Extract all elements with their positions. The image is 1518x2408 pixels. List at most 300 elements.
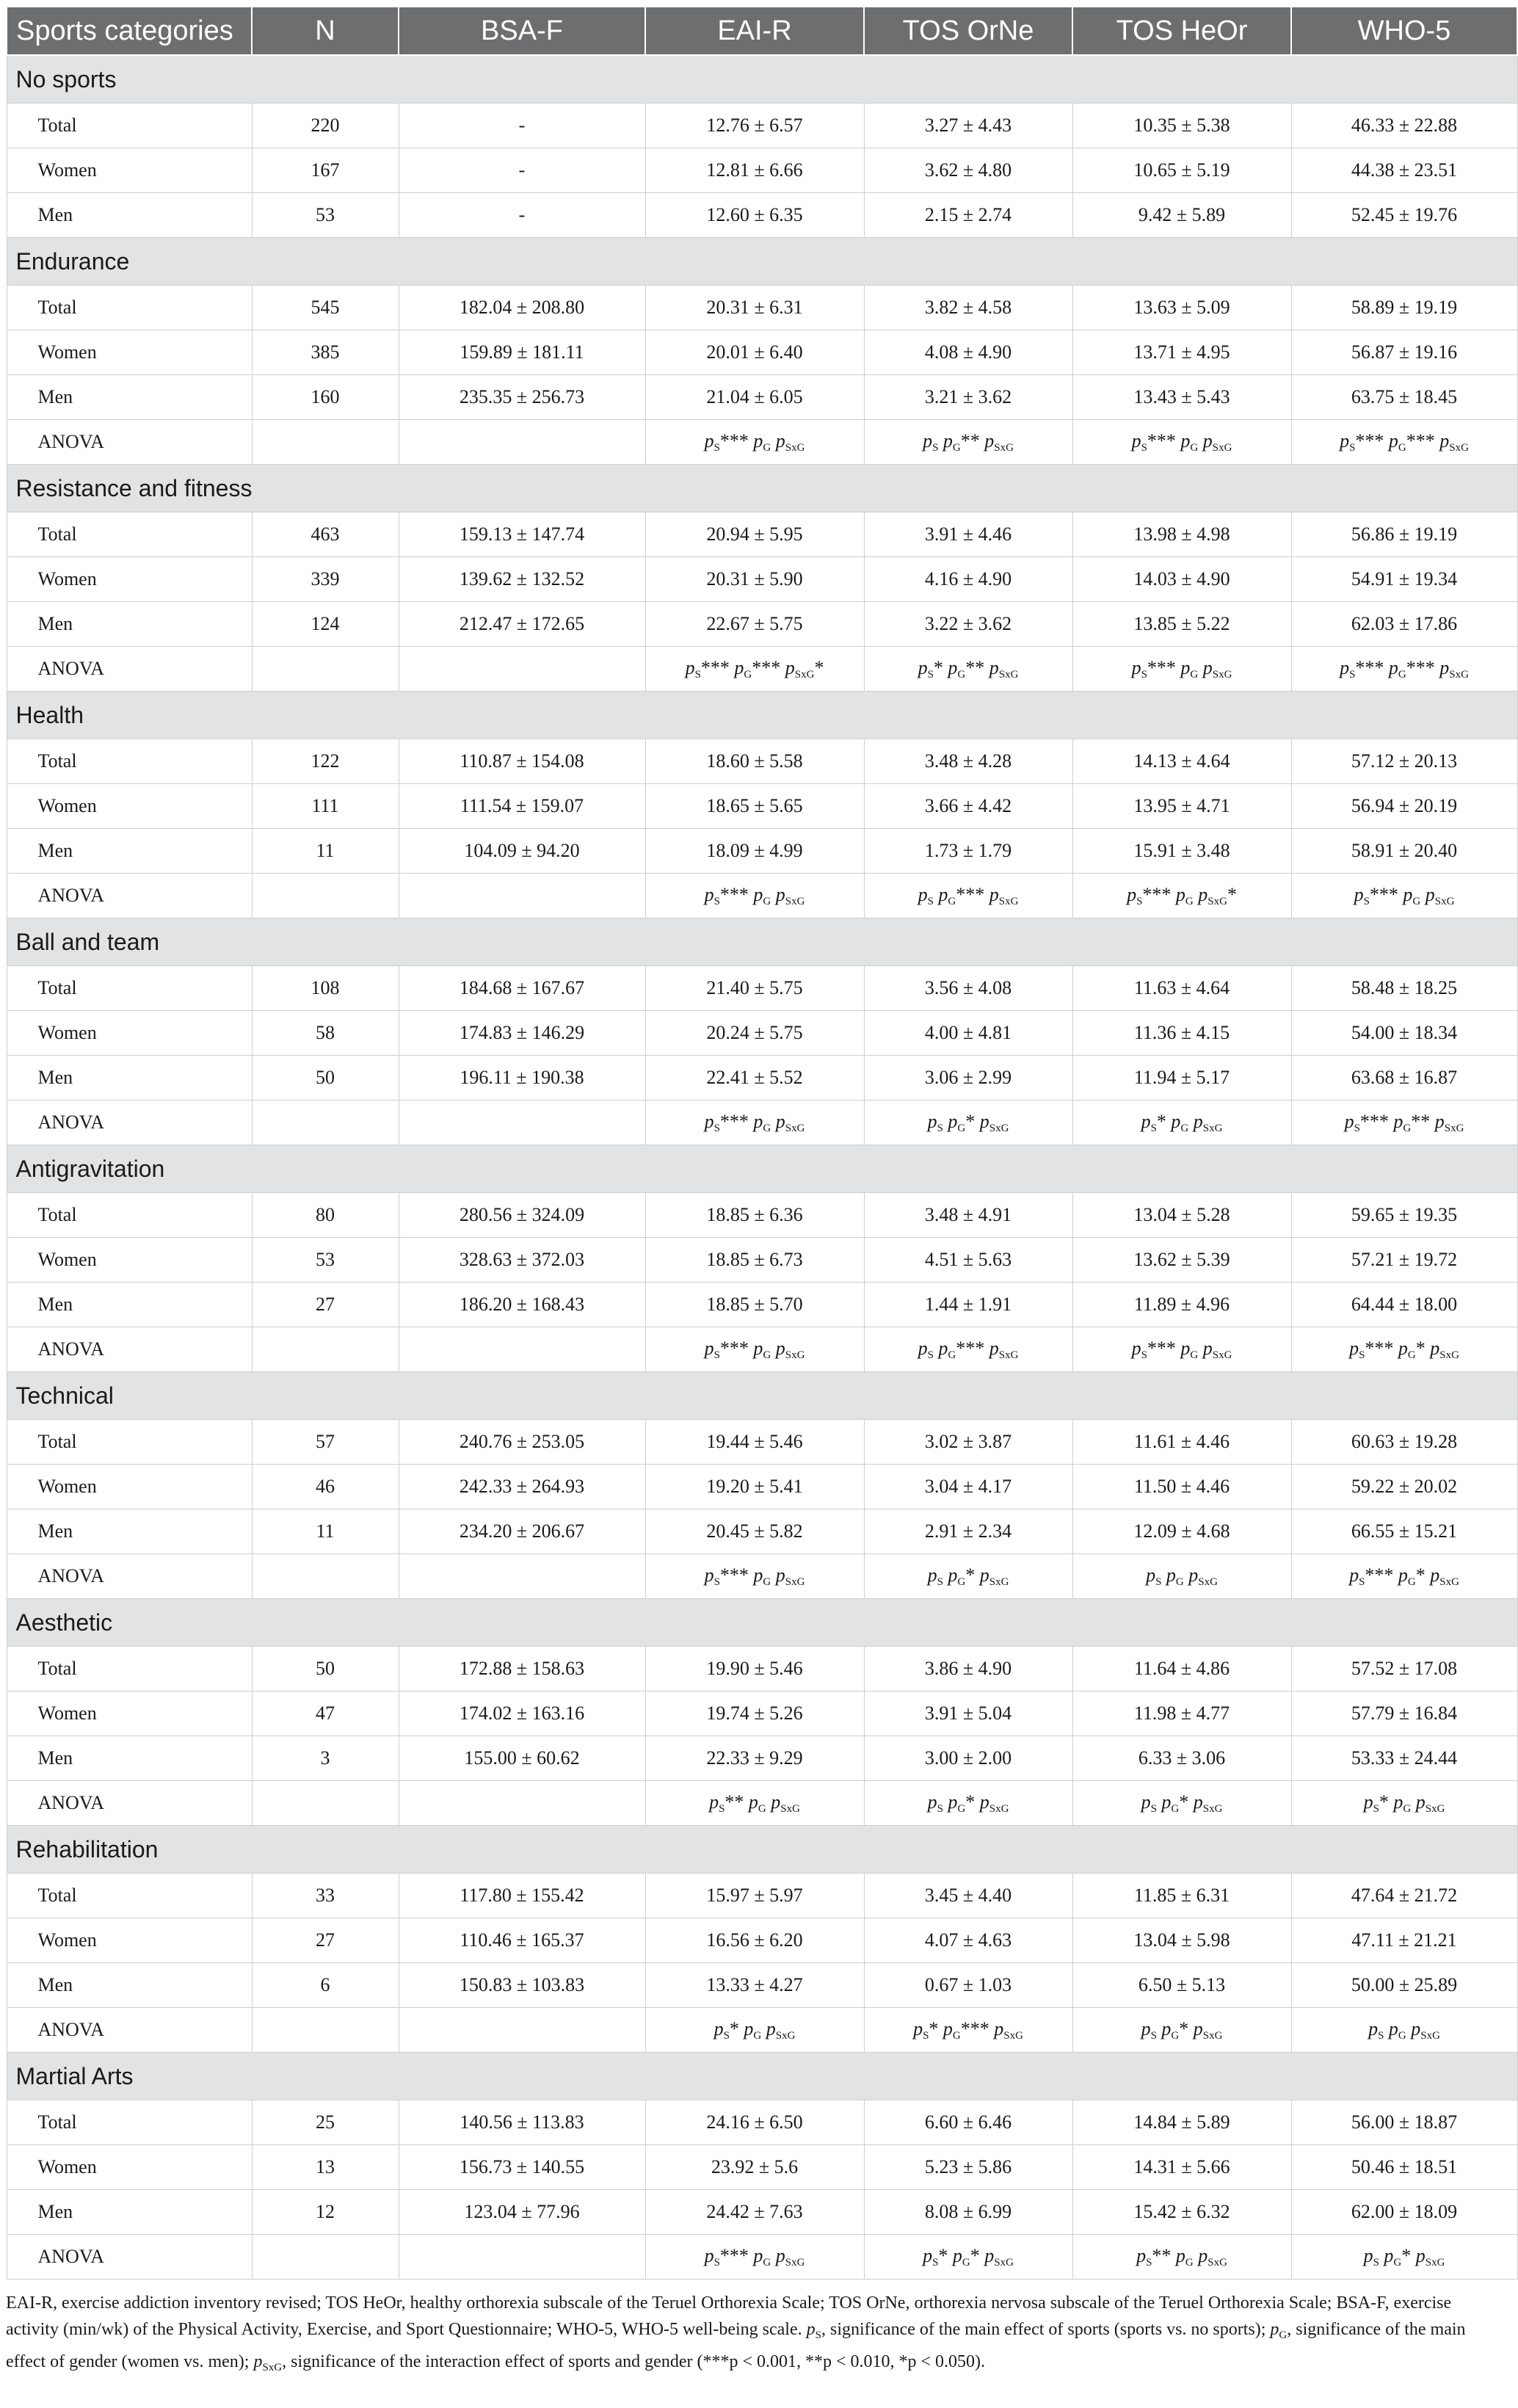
cell-tos-heor: 13.95 ± 4.71 — [1072, 784, 1291, 829]
anova-cell-tos-heor — [1072, 874, 1291, 918]
cell-bsa-f: 172.88 ± 158.63 — [399, 1647, 645, 1691]
footnote-pg-symbol: $p_G$ — [1270, 2320, 1288, 2341]
anova-row — [7, 1327, 1517, 1372]
row-label: Women — [7, 1691, 252, 1736]
cell-bsa-f: 110.87 ± 154.08 — [399, 739, 645, 784]
cell-tos-heor: 15.42 ± 6.32 — [1072, 2190, 1291, 2235]
row-label: Women — [7, 1918, 252, 1963]
table-row — [7, 2190, 1517, 2235]
anova-cell-who-5 — [1291, 874, 1517, 918]
cell-bsa-f: 196.11 ± 190.38 — [399, 1056, 645, 1100]
cell-n: 80 — [252, 1193, 399, 1238]
category-label: Health — [7, 692, 1517, 739]
significance-stars: * — [1415, 1564, 1426, 1586]
cell-eai-r: 13.33 ± 4.27 — [645, 1963, 864, 2008]
significance-stars: ** — [1152, 2244, 1172, 2266]
significance-stars: * — [933, 656, 943, 678]
table-row — [7, 1918, 1517, 1963]
p-value-sxg: $p_{SxG}$ — [1411, 2017, 1440, 2042]
table-row — [7, 375, 1517, 420]
p-value-s: $p_S$ — [927, 1791, 943, 1815]
cell-n — [252, 420, 399, 465]
cell-bsa-f — [399, 874, 645, 918]
row-label: Men — [7, 1963, 252, 2008]
cell-tos-orne: 3.04 ± 4.17 — [864, 1465, 1072, 1509]
table-row — [7, 286, 1517, 330]
row-label: Total — [7, 966, 252, 1011]
cell-eai-r: 20.01 ± 6.40 — [645, 330, 864, 375]
cell-tos-orne: 2.91 ± 2.34 — [864, 1509, 1072, 1554]
anova-cell-tos-heor — [1072, 1100, 1291, 1145]
significance-stars: * — [1156, 1110, 1166, 1132]
significance-stars: *** — [1147, 656, 1176, 678]
p-value-s: $p_S$ — [918, 656, 934, 681]
category-label: Martial Arts — [7, 2053, 1517, 2100]
cell-bsa-f: 328.63 ± 372.03 — [399, 1238, 645, 1283]
cell-who-5: 52.45 ± 19.76 — [1291, 193, 1517, 238]
cell-n: 167 — [252, 148, 399, 193]
anova-cell-tos-heor — [1072, 2235, 1291, 2280]
cell-tos-heor: 13.98 ± 4.98 — [1072, 512, 1291, 557]
cell-eai-r: 18.60 ± 5.58 — [645, 739, 864, 784]
p-value-s: $p_S$ — [704, 429, 720, 454]
significance-stars: *** — [1142, 883, 1172, 905]
category-row — [7, 238, 1517, 286]
cell-tos-orne: 3.22 ± 3.62 — [864, 602, 1072, 647]
significance-stars: * — [938, 2244, 948, 2266]
header-row — [7, 7, 1517, 55]
cell-tos-orne: 3.91 ± 4.46 — [864, 512, 1072, 557]
cell-n: 6 — [252, 1963, 399, 2008]
p-value-sxg: $p_{SxG}$ — [775, 1337, 805, 1361]
anova-cell-tos-heor — [1072, 1781, 1291, 1826]
col-header-tos-heor: TOS HeOr — [1072, 7, 1291, 55]
table-footnote: EAI-R, exercise addiction inventory revised; TOS HeOr, healthy orthorexia subscale of the Teruel Orthorexia Scale; TOS OrNe, orthorexia nervosa subscale of the Teruel Orthorexia Scale; BSA-F, exercise activity (min/wk) of the Physical Activity, Exercise, and Sport Questionnaire; WHO-5, WHO-5 well-being scale. $p_S$, significance of the main effect of sports (sports vs. no sports); $p_G$, significance of the main effect of gender (women vs. men); $p_{SxG}$, significance of the interaction effect of sports and gender (***p < 0.001, **p < 0.010, *p < 0.050). — [6, 2293, 1466, 2373]
table-row — [7, 1283, 1517, 1327]
row-label: Men — [7, 193, 252, 238]
table-row — [7, 1011, 1517, 1056]
row-label: Women — [7, 330, 252, 375]
cell-tos-orne: 1.44 ± 1.91 — [864, 1283, 1072, 1327]
cell-tos-heor: 13.04 ± 5.28 — [1072, 1193, 1291, 1238]
p-value-s: $p_S$ — [1141, 1110, 1157, 1134]
p-value-g: $p_G$ — [753, 1110, 771, 1134]
cell-who-5: 44.38 ± 23.51 — [1291, 148, 1517, 193]
cell-tos-heor: 13.62 ± 5.39 — [1072, 1238, 1291, 1283]
p-value-g: $p_G$ — [1388, 656, 1406, 681]
table-row — [7, 1647, 1517, 1691]
cell-tos-orne: 3.27 ± 4.43 — [864, 104, 1072, 148]
cell-tos-orne: 6.60 ± 6.46 — [864, 2100, 1072, 2145]
category-label: Ball and team — [7, 918, 1517, 966]
significance-stars: * — [814, 656, 824, 678]
category-label: Technical — [7, 1372, 1517, 1420]
p-value-sxg: $p_{SxG}$ — [979, 1110, 1009, 1134]
row-label: Total — [7, 286, 252, 330]
p-value-g: $p_G$ — [734, 656, 752, 681]
p-value-sxg: $p_{SxG}$ — [984, 2244, 1014, 2269]
p-value-s: $p_S$ — [704, 1564, 720, 1588]
cell-tos-heor: 13.63 ± 5.09 — [1072, 286, 1291, 330]
table-row — [7, 1691, 1517, 1736]
col-header-tos-orne: TOS OrNe — [864, 7, 1072, 55]
cell-tos-heor: 9.42 ± 5.89 — [1072, 193, 1291, 238]
p-value-g: $p_G$ — [753, 1564, 771, 1588]
significance-stars: ** — [960, 429, 980, 452]
significance-stars: * — [1415, 1337, 1426, 1359]
p-value-sxg: $p_{SxG}$ — [1193, 2017, 1223, 2042]
anova-cell-tos-orne — [864, 420, 1072, 465]
table-row — [7, 2100, 1517, 2145]
p-value-s: $p_S$ — [1340, 656, 1356, 681]
cell-tos-orne: 1.73 ± 1.79 — [864, 829, 1072, 874]
cell-bsa-f: 150.83 ± 103.83 — [399, 1963, 645, 2008]
table-body — [7, 55, 1517, 2280]
cell-bsa-f: 235.35 ± 256.73 — [399, 375, 645, 420]
cell-eai-r: 18.85 ± 5.70 — [645, 1283, 864, 1327]
significance-stars: * — [729, 2017, 739, 2039]
p-value-g: $p_G$ — [1180, 429, 1199, 454]
cell-who-5: 56.87 ± 19.16 — [1291, 330, 1517, 375]
cell-bsa-f: 111.54 ± 159.07 — [399, 784, 645, 829]
significance-stars: *** — [752, 656, 781, 678]
cell-tos-heor: 11.89 ± 4.96 — [1072, 1283, 1291, 1327]
cell-who-5: 58.89 ± 19.19 — [1291, 286, 1517, 330]
cell-bsa-f: 159.89 ± 181.11 — [399, 330, 645, 375]
cell-n: 339 — [252, 557, 399, 602]
cell-tos-heor: 13.85 ± 5.22 — [1072, 602, 1291, 647]
p-value-s: $p_S$ — [1131, 1337, 1147, 1361]
cell-eai-r: 20.31 ± 5.90 — [645, 557, 864, 602]
p-value-g: $p_G$ — [1393, 1791, 1412, 1815]
p-value-g: $p_G$ — [1166, 1564, 1184, 1588]
cell-n: 58 — [252, 1011, 399, 1056]
cell-eai-r: 20.45 ± 5.82 — [645, 1509, 864, 1554]
cell-n: 3 — [252, 1736, 399, 1781]
p-value-sxg: $p_{SxG}$ — [1434, 1110, 1464, 1134]
cell-eai-r: 21.04 ± 6.05 — [645, 375, 864, 420]
cell-eai-r: 20.94 ± 5.95 — [645, 512, 864, 557]
cell-bsa-f: 240.76 ± 253.05 — [399, 1420, 645, 1465]
row-label: ANOVA — [7, 420, 252, 465]
p-value-sxg: $p_{SxG}$ — [771, 1791, 800, 1815]
results-table — [6, 6, 1518, 2280]
footnote-abbreviations: EAI-R, exercise addiction inventory revised; TOS HeOr, healthy orthorexia subscale of the Teruel Orthorexia Scale; TOS OrNe, orthorexia nervosa subscale of the Teruel Orthorexia Scale; BSA-F, exercise activity (min/wk) of the Physical Activity, Exercise, and Sport Questionnaire; WHO-5, WHO-5 well-being scale. — [6, 2293, 1452, 2339]
cell-eai-r: 18.65 ± 5.65 — [645, 784, 864, 829]
significance-stars: *** — [1355, 429, 1384, 452]
p-value-s: $p_S$ — [1141, 1791, 1157, 1815]
anova-cell-eai-r — [645, 420, 864, 465]
footnote-pg-text: significance of the main effect of gender (women vs. men); — [6, 2320, 1466, 2371]
p-value-g: $p_G$ — [1398, 1564, 1416, 1588]
cell-n: 50 — [252, 1647, 399, 1691]
cell-n — [252, 874, 399, 918]
anova-cell-who-5 — [1291, 2008, 1517, 2053]
cell-bsa-f — [399, 1781, 645, 1826]
row-label: ANOVA — [7, 2235, 252, 2280]
cell-eai-r: 22.67 ± 5.75 — [645, 602, 864, 647]
category-row — [7, 2053, 1517, 2100]
table-row — [7, 148, 1517, 193]
p-value-sxg: $p_{SxG}$ — [766, 2017, 796, 2042]
cell-n: 545 — [252, 286, 399, 330]
row-label: Women — [7, 557, 252, 602]
significance-stars: *** — [1406, 429, 1435, 452]
row-label: Total — [7, 2100, 252, 2145]
row-label: ANOVA — [7, 1554, 252, 1599]
cell-who-5: 63.75 ± 18.45 — [1291, 375, 1517, 420]
p-value-sxg: $p_{SxG}$ — [1430, 1337, 1459, 1361]
cell-who-5: 58.48 ± 18.25 — [1291, 966, 1517, 1011]
row-label: Women — [7, 1465, 252, 1509]
cell-n: 11 — [252, 829, 399, 874]
cell-who-5: 64.44 ± 18.00 — [1291, 1283, 1517, 1327]
row-label: ANOVA — [7, 647, 252, 692]
significance-stars: *** — [719, 1564, 749, 1586]
p-value-s: $p_S$ — [1146, 1564, 1162, 1588]
cell-bsa-f — [399, 2008, 645, 2053]
row-label: Total — [7, 1874, 252, 1918]
category-row — [7, 918, 1517, 966]
significance-stars: *** — [1365, 1337, 1394, 1359]
p-value-sxg: $p_{SxG}$ — [989, 883, 1019, 907]
significance-stars: *** — [700, 656, 730, 678]
cell-who-5: 63.68 ± 16.87 — [1291, 1056, 1517, 1100]
row-label: Total — [7, 739, 252, 784]
footnote-ps-symbol: $p_S$ — [806, 2320, 821, 2341]
cell-tos-orne: 3.02 ± 3.87 — [864, 1420, 1072, 1465]
p-value-sxg: $p_{SxG}$ — [979, 1791, 1009, 1815]
anova-cell-tos-heor — [1072, 1327, 1291, 1372]
cell-who-5: 62.03 ± 17.86 — [1291, 602, 1517, 647]
footnote-psxg-symbol: $p_{SxG}$ — [253, 2352, 283, 2373]
cell-n: 33 — [252, 1874, 399, 1918]
row-label: Women — [7, 1238, 252, 1283]
p-value-g: $p_G$ — [1161, 1791, 1180, 1815]
cell-tos-heor: 6.50 ± 5.13 — [1072, 1963, 1291, 2008]
cell-tos-orne: 4.08 ± 4.90 — [864, 330, 1072, 375]
p-value-sxg: $p_{SxG}$ — [1198, 2244, 1227, 2269]
cell-tos-orne: 3.91 ± 5.04 — [864, 1691, 1072, 1736]
significance-stars: *** — [719, 429, 749, 452]
category-row — [7, 1372, 1517, 1420]
p-value-s: $p_S$ — [704, 883, 720, 907]
anova-cell-eai-r — [645, 2008, 864, 2053]
cell-tos-heor: 13.04 ± 5.98 — [1072, 1918, 1291, 1963]
table-row — [7, 2145, 1517, 2190]
cell-who-5: 57.79 ± 16.84 — [1291, 1691, 1517, 1736]
footnote-ps-text: significance of the main effect of sports (sports vs. no sports); — [829, 2320, 1266, 2339]
cell-bsa-f: - — [399, 104, 645, 148]
p-value-sxg: $p_{SxG}$ — [1193, 1110, 1223, 1134]
p-value-s: $p_S$ — [927, 1110, 943, 1134]
row-label: ANOVA — [7, 1781, 252, 1826]
anova-row — [7, 2235, 1517, 2280]
cell-n: 160 — [252, 375, 399, 420]
p-value-sxg: $p_{SxG}$ — [989, 656, 1019, 681]
cell-n: 27 — [252, 1283, 399, 1327]
significance-stars: * — [965, 1791, 976, 1813]
significance-stars: * — [1179, 2017, 1189, 2039]
anova-cell-eai-r — [645, 647, 864, 692]
anova-row — [7, 420, 1517, 465]
cell-bsa-f: 212.47 ± 172.65 — [399, 602, 645, 647]
cell-who-5: 59.22 ± 20.02 — [1291, 1465, 1517, 1509]
table-row — [7, 1056, 1517, 1100]
row-label: Women — [7, 148, 252, 193]
cell-tos-heor: 11.94 ± 5.17 — [1072, 1056, 1291, 1100]
cell-n — [252, 1327, 399, 1372]
cell-n: 108 — [252, 966, 399, 1011]
footnote-psxg-text: significance of the interaction effect of sports and gender (***p < 0.001, **p < 0.010, *p < 0.050). — [291, 2352, 986, 2371]
row-label: Men — [7, 2190, 252, 2235]
cell-eai-r: 20.24 ± 5.75 — [645, 1011, 864, 1056]
anova-cell-eai-r — [645, 874, 864, 918]
p-value-g: $p_G$ — [943, 429, 961, 454]
cell-n — [252, 2235, 399, 2280]
p-value-s: $p_S$ — [1349, 1564, 1365, 1588]
row-label: Women — [7, 2145, 252, 2190]
p-value-g: $p_G$ — [1384, 2244, 1402, 2269]
cell-tos-heor: 11.85 ± 6.31 — [1072, 1874, 1291, 1918]
anova-cell-tos-orne — [864, 874, 1072, 918]
table-row — [7, 739, 1517, 784]
cell-eai-r: 24.42 ± 7.63 — [645, 2190, 864, 2235]
category-row — [7, 1826, 1517, 1874]
cell-who-5: 54.91 ± 19.34 — [1291, 557, 1517, 602]
cell-tos-heor: 11.98 ± 4.77 — [1072, 1691, 1291, 1736]
anova-cell-tos-orne — [864, 1781, 1072, 1826]
row-label: Total — [7, 1420, 252, 1465]
p-value-sxg: $p_{SxG}$ — [775, 1564, 805, 1588]
p-value-g: $p_G$ — [938, 883, 956, 907]
anova-cell-who-5 — [1291, 1100, 1517, 1145]
significance-stars: *** — [1359, 1110, 1389, 1132]
anova-cell-tos-heor — [1072, 420, 1291, 465]
significance-stars: *** — [960, 2017, 989, 2039]
cell-bsa-f: 139.62 ± 132.52 — [399, 557, 645, 602]
p-value-sxg: $p_{SxG}$ — [1198, 883, 1227, 907]
cell-n — [252, 1554, 399, 1599]
table-row — [7, 512, 1517, 557]
cell-who-5: 56.94 ± 20.19 — [1291, 784, 1517, 829]
cell-bsa-f: 234.20 ± 206.67 — [399, 1509, 645, 1554]
col-header-sports-categories: Sports categories — [7, 7, 252, 55]
anova-cell-who-5 — [1291, 647, 1517, 692]
anova-cell-tos-orne — [864, 1554, 1072, 1599]
p-value-s: $p_S$ — [918, 883, 934, 907]
p-value-s: $p_S$ — [1340, 429, 1356, 454]
cell-tos-heor: 11.61 ± 4.46 — [1072, 1420, 1291, 1465]
p-value-g: $p_G$ — [1175, 883, 1194, 907]
cell-bsa-f: 156.73 ± 140.55 — [399, 2145, 645, 2190]
cell-tos-orne: 3.66 ± 4.42 — [864, 784, 1072, 829]
significance-stars: *** — [719, 1110, 749, 1132]
p-value-s: $p_S$ — [685, 656, 701, 681]
p-value-g: $p_G$ — [948, 1564, 966, 1588]
cell-n: 122 — [252, 739, 399, 784]
significance-stars: ** — [724, 1791, 744, 1813]
cell-n: 124 — [252, 602, 399, 647]
significance-stars: * — [1401, 2244, 1412, 2266]
cell-who-5: 57.52 ± 17.08 — [1291, 1647, 1517, 1691]
cell-bsa-f: 174.83 ± 146.29 — [399, 1011, 645, 1056]
cell-n: 11 — [252, 1509, 399, 1554]
cell-bsa-f — [399, 420, 645, 465]
cell-who-5: 56.86 ± 19.19 — [1291, 512, 1517, 557]
cell-who-5: 57.21 ± 19.72 — [1291, 1238, 1517, 1283]
p-value-g: $p_G$ — [748, 1791, 766, 1815]
p-value-s: $p_S$ — [709, 1791, 725, 1815]
p-value-g: $p_G$ — [1388, 429, 1406, 454]
anova-cell-tos-heor — [1072, 2008, 1291, 2053]
p-value-g: $p_G$ — [753, 429, 771, 454]
p-value-g: $p_G$ — [948, 656, 966, 681]
cell-bsa-f: 182.04 ± 208.80 — [399, 286, 645, 330]
cell-eai-r: 18.09 ± 4.99 — [645, 829, 864, 874]
table-row — [7, 193, 1517, 238]
category-row — [7, 1599, 1517, 1647]
cell-bsa-f: 123.04 ± 77.96 — [399, 2190, 645, 2235]
p-value-g: $p_G$ — [1403, 883, 1421, 907]
table-row — [7, 330, 1517, 375]
p-value-s: $p_S$ — [923, 2244, 939, 2269]
significance-stars: *** — [1147, 429, 1176, 452]
cell-eai-r: 18.85 ± 6.73 — [645, 1238, 864, 1283]
p-value-g: $p_G$ — [1180, 1337, 1199, 1361]
significance-stars: * — [1227, 883, 1237, 905]
anova-cell-eai-r — [645, 1781, 864, 1826]
row-label: Men — [7, 829, 252, 874]
cell-tos-orne: 3.86 ± 4.90 — [864, 1647, 1072, 1691]
cell-bsa-f: 174.02 ± 163.16 — [399, 1691, 645, 1736]
significance-stars: *** — [1147, 1337, 1176, 1359]
cell-n: 46 — [252, 1465, 399, 1509]
cell-who-5: 47.64 ± 21.72 — [1291, 1874, 1517, 1918]
cell-tos-orne: 4.07 ± 4.63 — [864, 1918, 1072, 1963]
cell-tos-heor: 11.63 ± 4.64 — [1072, 966, 1291, 1011]
anova-cell-tos-orne — [864, 1327, 1072, 1372]
p-value-s: $p_S$ — [1368, 2017, 1384, 2042]
anova-cell-eai-r — [645, 1554, 864, 1599]
cell-bsa-f: 155.00 ± 60.62 — [399, 1736, 645, 1781]
p-value-s: $p_S$ — [913, 2017, 929, 2042]
p-value-g: $p_G$ — [753, 2244, 771, 2269]
table-row — [7, 1465, 1517, 1509]
significance-stars: *** — [1369, 883, 1398, 905]
p-value-s: $p_S$ — [927, 1564, 943, 1588]
category-label: No sports — [7, 55, 1517, 104]
cell-n — [252, 1100, 399, 1145]
table-row — [7, 829, 1517, 874]
cell-n: 220 — [252, 104, 399, 148]
cell-tos-orne: 3.45 ± 4.40 — [864, 1874, 1072, 1918]
row-label: ANOVA — [7, 1100, 252, 1145]
cell-tos-orne: 3.62 ± 4.80 — [864, 148, 1072, 193]
p-value-s: $p_S$ — [1363, 1791, 1379, 1815]
cell-who-5: 66.55 ± 15.21 — [1291, 1509, 1517, 1554]
cell-tos-orne: 3.56 ± 4.08 — [864, 966, 1072, 1011]
cell-who-5: 62.00 ± 18.09 — [1291, 2190, 1517, 2235]
table-row — [7, 557, 1517, 602]
cell-tos-heor: 14.84 ± 5.89 — [1072, 2100, 1291, 2145]
row-label: Men — [7, 1736, 252, 1781]
row-label: Total — [7, 104, 252, 148]
significance-stars: ** — [965, 656, 985, 678]
significance-stars: *** — [719, 1337, 749, 1359]
significance-stars: *** — [1365, 1564, 1394, 1586]
p-value-g: $p_G$ — [744, 2017, 762, 2042]
